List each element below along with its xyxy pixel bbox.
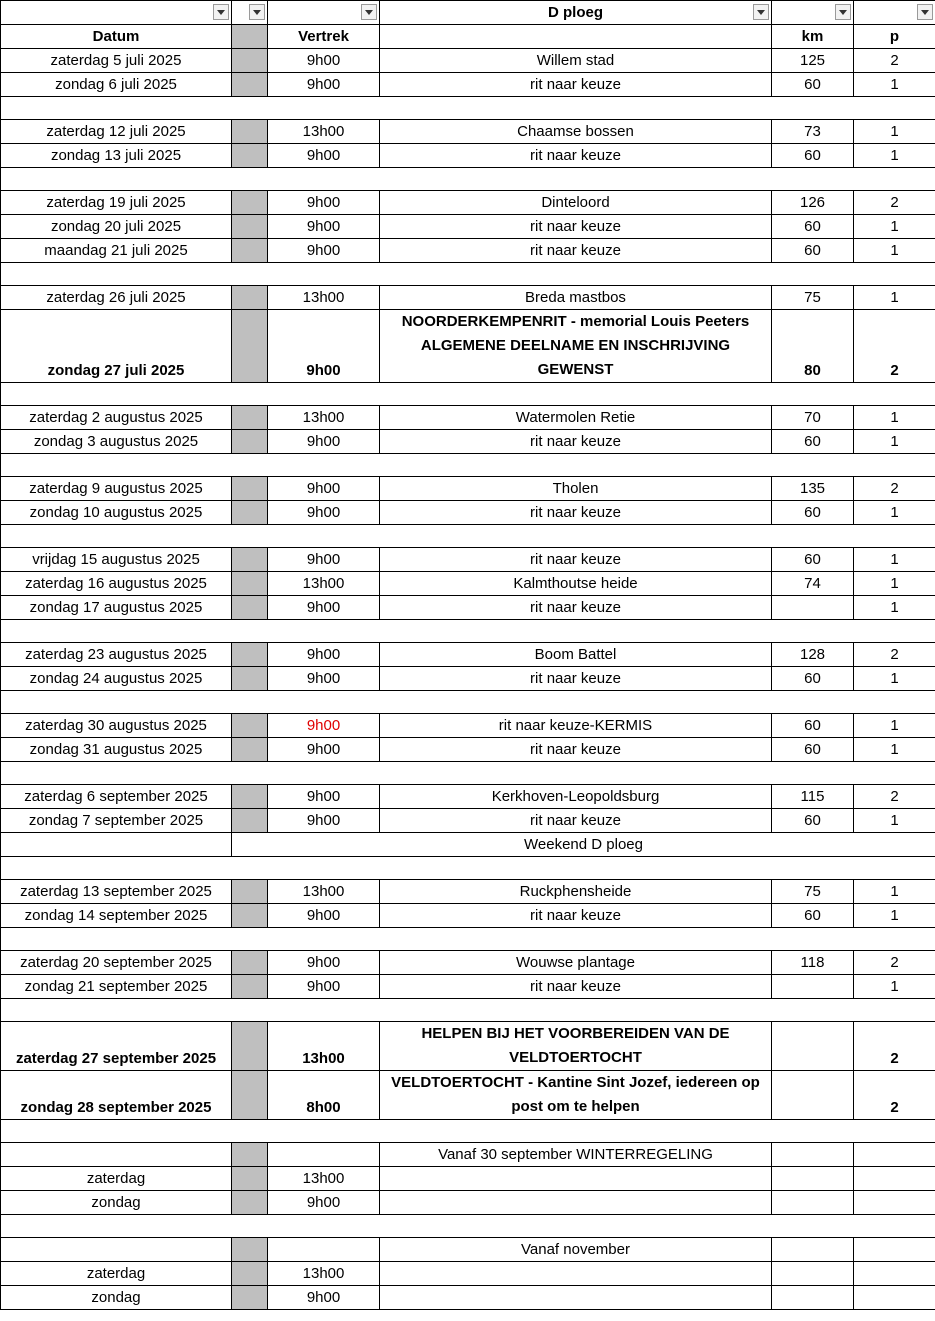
section-p [854,1143,935,1167]
cell-p: 1 [854,714,935,738]
cell-grey [232,144,268,168]
cell-p: 2 [854,49,935,73]
cell-grey [232,738,268,762]
cell-route: Kerkhoven-Leopoldsburg [380,785,772,809]
table-row [1,667,935,691]
cell-km [772,1167,854,1191]
note-text: Weekend D ploeg [232,833,935,857]
cell-datum: zaterdag 27 september 2025 [1,1022,232,1071]
header-row [1,25,935,49]
cell-grey [232,785,268,809]
filter-dropdown-icon[interactable] [753,4,769,20]
cell-route: rit naar keuze-KERMIS [380,714,772,738]
cell-grey [232,1022,268,1071]
blank-row-cell [1,857,935,880]
cell-route: rit naar keuze [380,904,772,928]
table-row [1,643,935,667]
cell-km [772,975,854,999]
blank-row-cell [1,928,935,951]
section-grey [232,1143,268,1167]
table-row [1,1262,935,1286]
cell-km: 125 [772,49,854,73]
section-p [854,1238,935,1262]
cell-km: 60 [772,501,854,525]
column-header-km: km [772,25,854,49]
table-row [1,1071,935,1120]
table-row [1,120,935,144]
table-row [1,951,935,975]
cell-vertrek: 9h00 [268,49,380,73]
blank-row [1,1215,935,1238]
table-row [1,904,935,928]
cell-km: 60 [772,239,854,263]
table-row [1,1286,935,1310]
cell-vertrek: 9h00 [268,667,380,691]
table-row [1,714,935,738]
section-row [1,1143,935,1167]
cell-datum: zondag [1,1286,232,1310]
cell-vertrek: 9h00 [268,904,380,928]
blank-row [1,999,935,1022]
cell-grey [232,286,268,310]
cell-km [772,1262,854,1286]
cell-route: Breda mastbos [380,286,772,310]
cell-km: 80 [772,310,854,383]
cell-route: Kalmthoutse heide [380,572,772,596]
cell-km: 60 [772,430,854,454]
cell-km: 126 [772,191,854,215]
section-grey [232,1238,268,1262]
cell-grey [232,643,268,667]
cell-route: rit naar keuze [380,215,772,239]
table-row [1,239,935,263]
cell-route: Watermolen Retie [380,406,772,430]
cell-vertrek: 9h00 [268,501,380,525]
cell-datum: vrijdag 15 augustus 2025 [1,548,232,572]
blank-row [1,454,935,477]
blank-row [1,1120,935,1143]
note-row [1,833,935,857]
table-row [1,572,935,596]
cell-datum: zondag 17 augustus 2025 [1,596,232,620]
cell-route: Dinteloord [380,191,772,215]
cell-datum: zondag 7 september 2025 [1,809,232,833]
cell-route [380,1262,772,1286]
cell-grey [232,714,268,738]
cell-grey [232,951,268,975]
table-row [1,215,935,239]
cell-datum: maandag 21 juli 2025 [1,239,232,263]
cell-km: 74 [772,572,854,596]
cell-p: 1 [854,239,935,263]
cell-km [772,1286,854,1310]
cell-vertrek: 13h00 [268,880,380,904]
table-row [1,548,935,572]
cell-grey [232,406,268,430]
cell-vertrek: 9h00 [268,714,380,738]
cell-datum: zondag 3 augustus 2025 [1,430,232,454]
cell-route: Wouwse plantage [380,951,772,975]
cell-grey [232,1191,268,1215]
cell-route: VELDTOERTOCHT - Kantine Sint Jozef, iedereen op post om te helpen [380,1071,772,1120]
cell-grey [232,477,268,501]
cell-vertrek: 13h00 [268,1022,380,1071]
cell-vertrek: 9h00 [268,144,380,168]
cell-datum: zaterdag 16 augustus 2025 [1,572,232,596]
filter-dropdown-icon[interactable] [835,4,851,20]
cell-vertrek: 8h00 [268,1071,380,1120]
cell-km: 60 [772,714,854,738]
cell-route: rit naar keuze [380,73,772,97]
cell-km: 128 [772,643,854,667]
cell-datum: zondag 10 augustus 2025 [1,501,232,525]
cell-km: 60 [772,738,854,762]
cell-vertrek: 9h00 [268,785,380,809]
blank-row-cell [1,525,935,548]
cell-km: 60 [772,144,854,168]
cell-km: 115 [772,785,854,809]
cell-route: rit naar keuze [380,239,772,263]
cell-route [380,1167,772,1191]
cell-route: Willem stad [380,49,772,73]
cell-vertrek: 9h00 [268,643,380,667]
cell-vertrek: 9h00 [268,239,380,263]
table-row [1,596,935,620]
cell-datum: zaterdag 12 juli 2025 [1,120,232,144]
cell-grey [232,667,268,691]
section-vertrek [268,1238,380,1262]
filter-row [1,1,935,25]
cell-route [380,1286,772,1310]
cell-grey [232,809,268,833]
cell-km: 70 [772,406,854,430]
cell-grey [232,120,268,144]
cell-datum: zaterdag 19 juli 2025 [1,191,232,215]
cell-vertrek: 13h00 [268,572,380,596]
filter-dropdown-icon[interactable] [213,4,229,20]
cell-datum: zaterdag [1,1167,232,1191]
cell-datum: zaterdag 2 augustus 2025 [1,406,232,430]
table-row [1,1022,935,1071]
cell-datum: zaterdag [1,1262,232,1286]
cell-grey [232,501,268,525]
blank-row-cell [1,762,935,785]
cell-route: rit naar keuze [380,738,772,762]
filter-cell-p [854,1,935,25]
cell-grey [232,215,268,239]
cell-datum: zondag 6 juli 2025 [1,73,232,97]
cell-p: 1 [854,975,935,999]
sheet-title-text: D ploeg [548,4,603,21]
cell-km: 60 [772,667,854,691]
sheet-title [380,1,772,25]
filter-dropdown-icon[interactable] [361,4,377,20]
blank-row-cell [1,999,935,1022]
cell-datum: zaterdag 23 augustus 2025 [1,643,232,667]
cell-route: NOORDERKEMPENRIT - memorial Louis Peeters ALGEMENE DEELNAME EN INSCHRIJVING GEWENST [380,310,772,383]
column-header-datum: Datum [1,25,232,49]
cell-p: 2 [854,643,935,667]
cell-p: 1 [854,215,935,239]
blank-row-cell [1,620,935,643]
cell-datum: zaterdag 30 augustus 2025 [1,714,232,738]
cell-vertrek: 9h00 [268,1191,380,1215]
cell-grey [232,430,268,454]
blank-row [1,928,935,951]
cell-grey [232,548,268,572]
cell-vertrek: 13h00 [268,286,380,310]
table-row [1,406,935,430]
note-row-empty [1,833,232,857]
blank-row [1,525,935,548]
blank-row [1,97,935,120]
column-header-p: p [854,25,935,49]
cell-vertrek: 13h00 [268,1167,380,1191]
cell-route: rit naar keuze [380,144,772,168]
table-row [1,501,935,525]
cell-vertrek: 9h00 [268,430,380,454]
table-row [1,430,935,454]
blank-row-cell [1,383,935,406]
cell-datum: zondag 21 september 2025 [1,975,232,999]
table-row [1,286,935,310]
blank-row [1,762,935,785]
section-km [772,1143,854,1167]
cell-p: 1 [854,73,935,97]
cell-p: 1 [854,144,935,168]
blank-row [1,691,935,714]
cell-p: 2 [854,1022,935,1071]
cell-datum: zaterdag 20 september 2025 [1,951,232,975]
table-row [1,49,935,73]
cell-vertrek: 9h00 [268,809,380,833]
cell-grey [232,904,268,928]
filter-cell-km [772,1,854,25]
blank-row-cell [1,1120,935,1143]
cell-datum: zondag 20 juli 2025 [1,215,232,239]
cell-p: 1 [854,286,935,310]
cell-datum: zondag [1,1191,232,1215]
cell-vertrek: 9h00 [268,73,380,97]
blank-row-cell [1,1215,935,1238]
cell-grey [232,1167,268,1191]
cell-km: 135 [772,477,854,501]
blank-row-cell [1,97,935,120]
cell-route: Ruckphensheide [380,880,772,904]
cell-route: Tholen [380,477,772,501]
cell-grey [232,310,268,383]
cell-km: 118 [772,951,854,975]
cell-vertrek: 13h00 [268,1262,380,1286]
cell-vertrek: 9h00 [268,477,380,501]
table-row [1,738,935,762]
cell-p [854,1286,935,1310]
cell-datum: zaterdag 13 september 2025 [1,880,232,904]
cell-km: 75 [772,286,854,310]
cell-km: 60 [772,73,854,97]
cell-vertrek: 9h00 [268,951,380,975]
cell-p: 1 [854,880,935,904]
cell-datum: zondag 24 augustus 2025 [1,667,232,691]
blank-row [1,263,935,286]
blank-row-cell [1,691,935,714]
cell-vertrek: 9h00 [268,215,380,239]
cell-grey [232,239,268,263]
table-row [1,809,935,833]
blank-row [1,620,935,643]
cell-datum: zondag 28 september 2025 [1,1071,232,1120]
cell-km: 60 [772,548,854,572]
cell-p: 1 [854,430,935,454]
section-row [1,1238,935,1262]
cell-route: rit naar keuze [380,501,772,525]
cell-p: 1 [854,596,935,620]
cell-p [854,1262,935,1286]
cell-km [772,1022,854,1071]
cell-km [772,1071,854,1120]
cell-km: 73 [772,120,854,144]
cell-km [772,596,854,620]
cell-vertrek: 9h00 [268,738,380,762]
filter-cell-grey [232,1,268,25]
filter-cell-vertrek [268,1,380,25]
cell-p: 2 [854,785,935,809]
cell-route: rit naar keuze [380,975,772,999]
filter-cell-datum [1,1,232,25]
section-vertrek [268,1143,380,1167]
cell-datum: zondag 31 augustus 2025 [1,738,232,762]
blank-row-cell [1,263,935,286]
cell-km: 60 [772,809,854,833]
column-header-grey [232,25,268,49]
cell-datum: zaterdag 6 september 2025 [1,785,232,809]
blank-row [1,857,935,880]
cell-grey [232,880,268,904]
table-row [1,1167,935,1191]
section-title: Vanaf 30 september WINTERREGELING [380,1143,772,1167]
cell-vertrek: 9h00 [268,310,380,383]
cell-vertrek: 9h00 [268,975,380,999]
table-row [1,1191,935,1215]
cell-p [854,1167,935,1191]
cell-datum: zondag 13 juli 2025 [1,144,232,168]
table-row [1,477,935,501]
cell-datum: zaterdag 26 juli 2025 [1,286,232,310]
cell-datum: zondag 14 september 2025 [1,904,232,928]
cell-route: rit naar keuze [380,809,772,833]
cell-grey [232,191,268,215]
filter-dropdown-icon[interactable] [917,4,933,20]
blank-row-cell [1,168,935,191]
cell-datum: zaterdag 5 juli 2025 [1,49,232,73]
cell-route: Boom Battel [380,643,772,667]
section-km [772,1238,854,1262]
cell-p: 2 [854,951,935,975]
cell-p: 1 [854,809,935,833]
cell-km: 60 [772,904,854,928]
table-row [1,191,935,215]
cell-route [380,1191,772,1215]
cell-vertrek: 9h00 [268,191,380,215]
cell-vertrek: 9h00 [268,1286,380,1310]
cell-p: 1 [854,548,935,572]
cell-route: rit naar keuze [380,430,772,454]
cell-p: 1 [854,406,935,430]
cell-vertrek: 9h00 [268,548,380,572]
cell-p: 2 [854,191,935,215]
cell-vertrek: 13h00 [268,120,380,144]
cell-km: 75 [772,880,854,904]
cell-grey [232,1262,268,1286]
table-row [1,73,935,97]
table-row [1,310,935,383]
table-row [1,144,935,168]
cell-route: rit naar keuze [380,596,772,620]
cell-route: rit naar keuze [380,667,772,691]
cell-km [772,1191,854,1215]
section-title: Vanaf november [380,1238,772,1262]
cell-p: 2 [854,477,935,501]
cell-vertrek: 9h00 [268,596,380,620]
cell-route: rit naar keuze [380,548,772,572]
cell-p: 1 [854,501,935,525]
cell-p: 1 [854,904,935,928]
cell-p: 2 [854,1071,935,1120]
cell-grey [232,73,268,97]
cell-grey [232,1286,268,1310]
cell-grey [232,49,268,73]
cell-route: HELPEN BIJ HET VOORBEREIDEN VAN DE VELDTOERTOCHT [380,1022,772,1071]
cell-km: 60 [772,215,854,239]
blank-row-cell [1,454,935,477]
cell-datum: zondag 27 juli 2025 [1,310,232,383]
cell-p: 1 [854,738,935,762]
cell-grey [232,572,268,596]
cell-p: 1 [854,572,935,596]
cell-p: 2 [854,310,935,383]
cell-grey [232,596,268,620]
column-header-vertrek: Vertrek [268,25,380,49]
cell-p [854,1191,935,1215]
table-row [1,880,935,904]
cell-p: 1 [854,120,935,144]
cell-grey [232,1071,268,1120]
cell-vertrek: 13h00 [268,406,380,430]
section-datum [1,1238,232,1262]
column-header-route [380,25,772,49]
cell-datum: zaterdag 9 augustus 2025 [1,477,232,501]
table-row [1,975,935,999]
cell-p: 1 [854,667,935,691]
cell-route: Chaamse bossen [380,120,772,144]
section-datum [1,1143,232,1167]
filter-dropdown-icon[interactable] [249,4,265,20]
blank-row [1,168,935,191]
cell-grey [232,975,268,999]
table-row [1,785,935,809]
blank-row [1,383,935,406]
